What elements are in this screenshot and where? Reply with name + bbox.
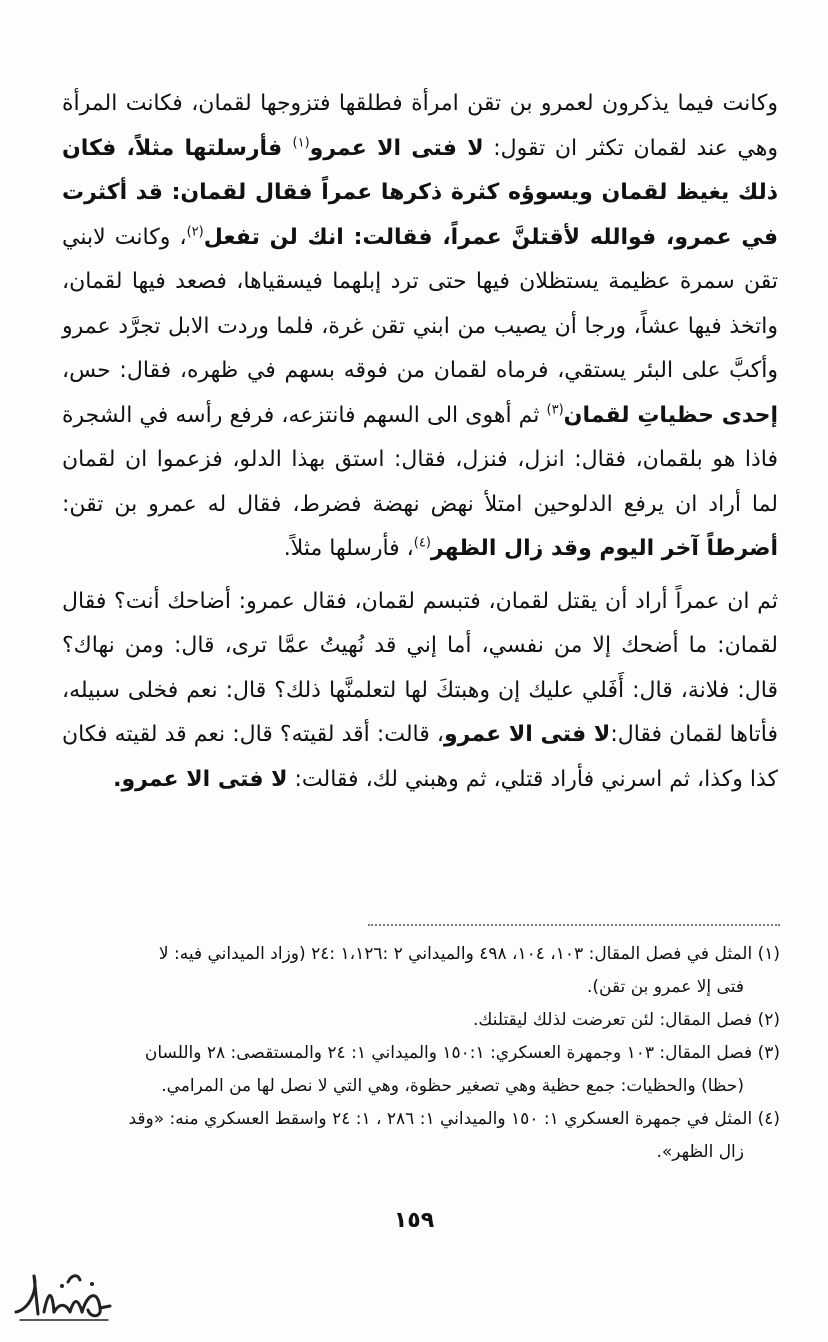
footnote-text: (حظا) والحظيات: جمع حظية وهي تصغير حظوة، وهي التي لا نصل لها من المرامي. [161,1076,744,1096]
footnote-ref-1: (١) [292,135,310,151]
text-run: ، قالت: أقد لقيته؟ قال: نعم قد لقيته فكان كذا وكذا، ثم اسرني فأراد قتلي، ثم وهبني لك، فقالت: [62,722,778,792]
proverb-bold: لا فتى الا عمرو [309,135,484,161]
footnote-text: (٢) فصل المقال: لئن تعرضت لذلك ليقتلنك. [473,1010,780,1030]
main-text [62,82,778,802]
text-run: ثم أهوى الى السهم فانتزعه، فرفع رأسه في الشجرة فاذا هو بلقمان، فقال: انزل، فنزل، فقال: استق بهذا الدلو، فزعموا ان لقمان لما أراد ان يرفع الدلوحين امتلأ نهض نهضة فضرط، فقال له عمرو بن تقن: [62,402,778,517]
footnote-4 [60,1103,780,1169]
text-run: ثم ان عمراً أراد أن يقتل لقمان، فتبسم لقمان، فقال عمرو: أضاحك أنت؟ فقال لقمان: ما أضحك إلا من نفسي، أما إني قد نُهيتُ عمَّا ترى، قال: ومن نهاك؟ قال: فلانة، قال: أَفَلي عليك إن وهبتكَ لها لتعلمنَّها ذلك؟ قال: نعم فخلى سبيله، فأتاها لقمان فقال: [62,588,778,747]
text-run: ، وكانت لابني تقن سمرة عظيمة يستظلان فيها حتى ترد إبلهما فيسقياها، فصعد فيها لقمان، واتخذ فيها عشاً، ورجا أن يصيب من ابني تقن غرة، فلما وردت الابل تجرَّد عمرو وأكبَّ على البئر يستقي، فرماه لقمان من فوقه بسهم في ظهره، فقال: حس، [62,224,778,383]
page-number: ١٥٩ [393,1208,435,1233]
text-run: ، فأرسلها مثلاً. [283,536,414,561]
footnote-ref-3: (٣) [546,402,564,418]
footnotes [60,938,780,1169]
footnote-text: (٣) فصل المقال: ١٠٣ وجمهرة العسكري: ١٥٠:١ والميداني ١: ٢٤ والمستقصى: ٢٨ واللسان [144,1043,780,1063]
proverb-bold: إحدى حظياتِ لقمان [563,402,778,428]
footnote-1 [60,938,780,1004]
footnote-text: فتى إلا عمرو بن تقن). [586,977,744,997]
footnote-text: (٤) المثل في جمهرة العسكري ١: ١٥٠ والميداني ١: ٢٨٦ ، ١: ٢٤ واسقط العسكري منه: «وقد [128,1109,780,1129]
proverb-bold: لا فتى الا عمرو. [113,766,288,792]
body-text [62,82,778,802]
paragraph-1 [62,82,778,572]
footnote-ref-2: (٢) [186,224,204,240]
proverb-bold: أضرطاً آخر اليوم وقد زال الظهر [430,536,778,561]
footnote-3 [60,1037,780,1103]
footnote-ref-4: (٤) [413,535,431,551]
text-run: فأرسلتها مثلاً، فكان ذلك يغيظ لقمان ويسوؤه كثرة ذكرها عمراً فقال لقمان: قد أكثرت في عمرو، فوالله لأقتلنَّ عمراً، فقالت: انك لن تفعل [62,135,778,250]
footnote-divider [368,924,780,926]
footnote-text: (١) المثل في فصل المقال: ١٠٣، ١٠٤، ٤٩٨ والميداني ٢ :١،١٢٦ :٢٤ (وزاد الميداني فيه: لا [158,944,780,964]
paragraph-2 [62,580,778,803]
text-run: وكانت فيما يذكرون لعمرو بن تقن امرأة فطلقها فتزوجها لقمان، فكانت المرأة وهي عند لقمان تكثر ان تقول: [62,91,778,161]
library-seal-icon [8,1262,118,1330]
proverb-bold: لا فتى الا عمرو [443,722,611,747]
footnote-text: زال الظهر». [656,1142,744,1162]
footnote-2 [60,1004,780,1037]
